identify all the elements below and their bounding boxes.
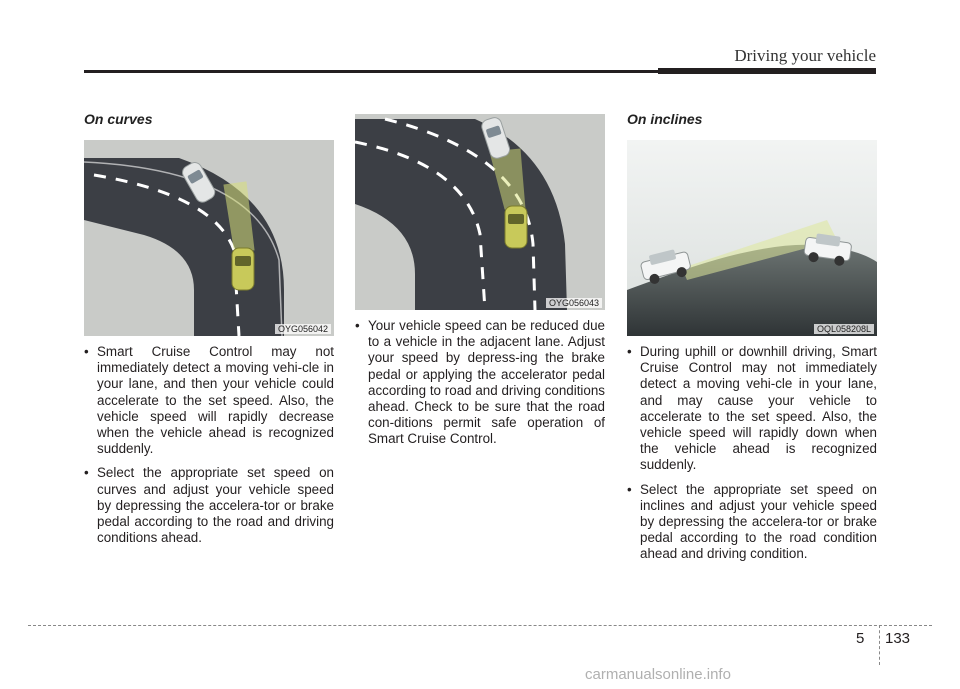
list-item: • During uphill or downhill driving, Smart Cruise Control may not immediately detect a moving vehi-cle in your lane, and may cause your vehicle to accelerate to the set speed. Also, the vehicle speed will rapidly down when the vehicle ahead is recognized suddenly. xyxy=(627,344,877,474)
list-item: • Your vehicle speed can be reduced due to a vehicle in the adjacent lane. Adjust your speed by depress-ing the brake pedal or applying the accelerator pedal according to road and driving conditions ahead. Check to be sure that the road con-ditions permit safe operation of Smart Cruise Control. xyxy=(355,318,605,448)
figure-code: OYG056042 xyxy=(275,324,331,334)
figure-code: OQL058208L xyxy=(814,324,874,334)
watermark: carmanualsonline.info xyxy=(585,666,731,683)
figure-curve-2 xyxy=(355,114,605,310)
header-rule-accent xyxy=(658,68,876,74)
figure-curve-1 xyxy=(84,140,334,336)
figure-incline xyxy=(627,140,877,336)
incline-illustration xyxy=(627,140,877,336)
curve-road-illustration-1 xyxy=(84,140,334,336)
footer-rule xyxy=(28,625,932,626)
own-vehicle xyxy=(232,248,254,290)
bullet-list-col3 xyxy=(627,344,877,571)
list-item: • Smart Cruise Control may not immediately detect a moving vehi-cle in your lane, and then your vehicle could accelerate to the set speed. Also, the vehicle speed will rapidly decrease when the vehicle ahead is recognized suddenly. xyxy=(84,344,334,457)
chapter-number: 5 xyxy=(856,630,865,647)
curve-road-illustration-2 xyxy=(355,114,605,310)
figure-code: OYG056043 xyxy=(546,298,602,308)
heading-on-inclines: On inclines xyxy=(627,111,703,127)
page-number: 133 xyxy=(885,630,911,647)
footer-separator xyxy=(879,625,880,665)
list-item: • Select the appropriate set speed on inclines and adjust your vehicle speed by depressing the accelera-tor or brake pedal according to the road condition ahead and driving condition. xyxy=(627,482,877,563)
header-title: Driving your vehicle xyxy=(734,46,876,65)
bullet-list-col1 xyxy=(84,344,334,554)
bullet-list-col2 xyxy=(355,318,605,456)
list-item: • Select the appropriate set speed on curves and adjust your vehicle speed by depressing the accelera-tor or brake pedal according to the road and driving conditions ahead. xyxy=(84,465,334,546)
heading-on-curves: On curves xyxy=(84,111,153,127)
own-vehicle xyxy=(505,206,527,248)
